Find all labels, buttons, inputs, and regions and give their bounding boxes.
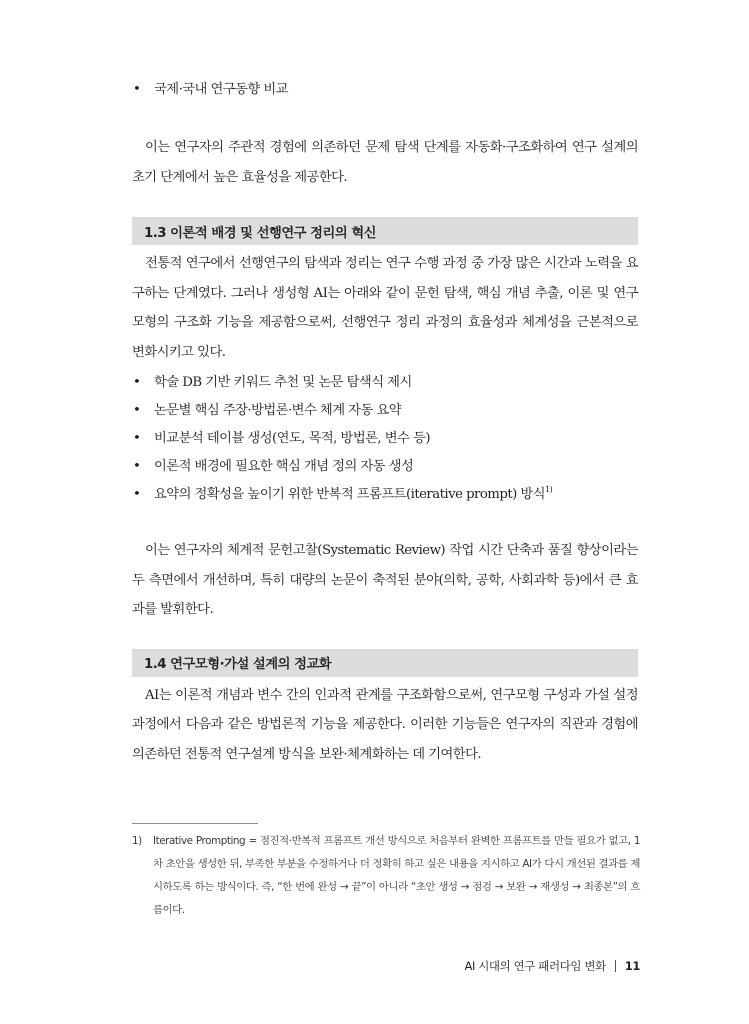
top-bullet-list	[132, 76, 638, 104]
list-item	[132, 397, 638, 425]
bullet-icon: •	[133, 459, 141, 474]
bullet-icon: •	[133, 487, 141, 502]
list-item	[132, 481, 638, 509]
list-item	[132, 453, 638, 481]
footnote-text: Iterative Prompting = 점진적·반복적 프롬프트 개선 방식으로 처음부터 완벽한 프롬프트를 만들 필요가 없고, 1차 초안을 생성한 뒤, 부족한 부분을 수정하거나 더 정확히 하고 싶은 내용을 지시하고 AI가 다시 개선된 결과를 제시하도록 하는 방식이다. 즉, “한 번에 완성 → 끝”이 아니라 “초안 생성 → 점검 → 보완 → 재생성 → 최종본”의 흐름이다.	[153, 835, 640, 916]
paragraph: AI는 이론적 개념과 변수 간의 인과적 관계를 구조화함으로써, 연구모형 구성과 가설 설정 과정에서 다음과 같은 방법론적 기능을 제공한다. 이러한 기능들은 연구자의 직관과 경험에 의존하던 전통적 연구설계 방식을 보완·체계화하는 데 기여한다.	[132, 687, 638, 762]
footnote-number: 1)	[132, 835, 142, 847]
list-item-text: 논문별 핵심 주장·방법론·변수 체계 자동 요약	[154, 403, 402, 418]
footer-divider	[615, 960, 616, 972]
page-number: 11	[624, 959, 640, 973]
paragraph: 전통적 연구에서 선행연구의 탐색과 정리는 연구 수행 과정 중 가장 많은 시간과 노력을 요구하는 단계였다. 그러나 생성형 AI는 아래와 같이 문헌 탐색, 핵심 개념 추출, 이론 및 연구모형의 구조화 기능을 제공함으로써, 선행연구 정리 과정의 효율성과 체계성을 근본적으로 변화시키고 있다.	[132, 256, 638, 360]
list-item-text: 요약의 정확성을 높이기 위한 반복적 프롬프트(iterative prompt) 방식	[154, 487, 546, 502]
spacer	[132, 104, 638, 133]
running-footer	[465, 958, 641, 974]
bullet-icon: •	[133, 82, 141, 97]
list-item	[132, 425, 638, 453]
bullet-icon: •	[133, 431, 141, 446]
paragraph: 이는 연구자의 주관적 경험에 의존하던 문제 탐색 단계를 자동화·구조화하여 연구 설계의 초기 단계에서 높은 효율성을 제공한다.	[132, 140, 638, 185]
list-item	[132, 76, 638, 104]
list-item-text: 학술 DB 기반 키워드 추천 및 논문 탐색식 제시	[154, 375, 412, 390]
footnote-reference: 1)	[545, 485, 553, 494]
section-1-3-bullet-list	[132, 369, 638, 509]
spacer	[132, 509, 638, 536]
bullet-icon: •	[133, 375, 141, 390]
bullet-icon: •	[133, 403, 141, 418]
paragraph: 이는 연구자의 체계적 문헌고찰(Systematic Review) 작업 시간 단축과 품질 향상이라는 두 측면에서 개선하며, 특히 대량의 논문이 축적된 분야(의학, 공학, 사회과학 등)에서 큰 효과를 발휘한다.	[132, 543, 638, 617]
footnote	[132, 830, 640, 922]
list-item-text: 국제·국내 연구동향 비교	[154, 82, 288, 97]
list-item-text: 이론적 배경에 필요한 핵심 개념 정의 자동 생성	[154, 459, 414, 474]
running-footer-title: AI 시대의 연구 패러다임 변화	[464, 959, 606, 973]
spacer	[132, 192, 638, 217]
section-heading-1-4: 1.4 연구모형·가설 설계의 정교화	[132, 649, 638, 677]
list-item-text: 비교분석 테이블 생성(연도, 목적, 방법론, 변수 등)	[154, 431, 430, 446]
section-heading-1-3: 1.3 이론적 배경 및 선행연구 정리의 혁신	[132, 217, 638, 245]
main-content	[132, 76, 638, 769]
spacer	[132, 625, 638, 649]
footnote-divider	[132, 823, 258, 824]
list-item	[132, 369, 638, 397]
